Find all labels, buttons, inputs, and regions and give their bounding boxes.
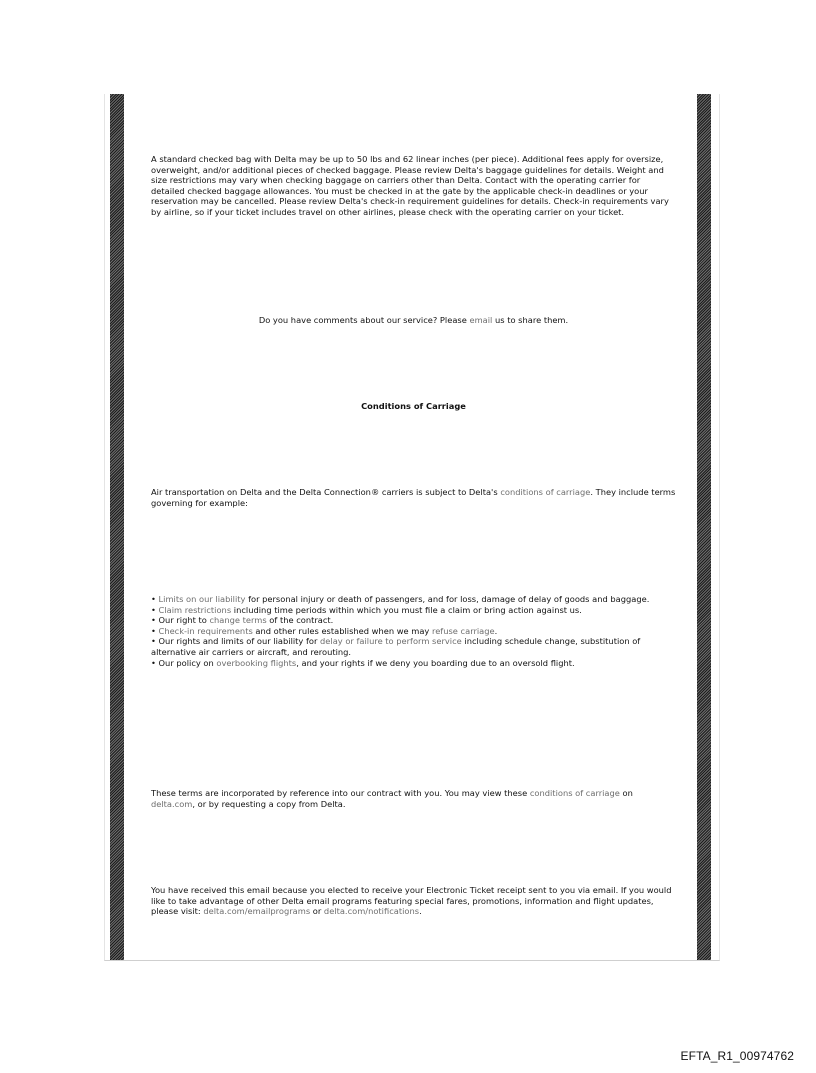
comments-text-before: Do you have comments about our service? Please [258, 315, 470, 325]
conditions-heading: Conditions of Carriage [361, 401, 466, 411]
conditions-intro-after: . They include terms governing for example: [151, 487, 676, 508]
list-item [151, 615, 676, 626]
received-text-middle: or [310, 906, 324, 917]
received-text-after: . [419, 906, 422, 917]
list-item-text: of the contract. [266, 615, 334, 626]
list-item-text: and other rules established when we may [252, 625, 432, 636]
received-paragraph [151, 885, 676, 917]
conditions-heading-section [151, 401, 676, 412]
baggage-paragraph: A standard checked bag with Delta may be up to 50 lbs and 62 linear inches (per piece). Additional fees apply for oversize, overweight, and/or additional pieces of checked baggage. Please review Delta's baggage guidelines for details. Weight and size restrictions may vary when checking baggage on carriers other than Delta. Contact with the operating carrier for detailed checked baggage allowances. You must be checked in at the gate by the applicable check-in deadlines or your reservation may be cancelled. Please review Delta's check-in requirement guidelines for details. Check-in requirements vary by airline, so if your ticket includes travel on other airlines, please check with the operating carrier on your ticket. [151, 154, 669, 217]
email-frame [104, 94, 720, 961]
conditions-intro-section [151, 487, 676, 508]
document-id: EFTA_R1_00974762 [680, 1049, 794, 1063]
bullet-mark: • [151, 604, 159, 615]
conditions-intro [151, 487, 676, 508]
conditions-of-carriage-link[interactable]: conditions of carriage [500, 487, 591, 497]
received-section [151, 885, 676, 917]
bullet-mark: • [151, 594, 159, 604]
list-item [151, 658, 676, 669]
terms-text-before: These terms are incorporated by reference into our contract with you. You may view these [151, 788, 530, 798]
notifications-link[interactable]: delta.com/notifications [323, 906, 420, 917]
delay-failure-link[interactable]: delay or failure to perform service [320, 636, 462, 647]
liability-link[interactable]: Limits on our liability [158, 594, 246, 604]
conditions-list [151, 594, 676, 668]
overbooking-link[interactable]: overbooking flights [216, 657, 297, 668]
list-item-text: , and your rights if we deny you boarding due to an oversold flight. [296, 657, 575, 668]
left-border-bar [110, 94, 124, 960]
comments-text-after: us to share them. [492, 315, 569, 325]
terms-text-middle: on [619, 788, 633, 798]
claim-restrictions-link[interactable]: Claim restrictions [158, 604, 232, 615]
comments-section [151, 315, 676, 326]
list-item-text: for personal injury or death of passengers, and for loss, damage of delay of goods and baggage. [245, 594, 650, 604]
terms-section [151, 788, 676, 809]
list-item [151, 605, 676, 616]
conditions-intro-before: Air transportation on Delta and the Delta Connection® carriers is subject to Delta's [151, 487, 501, 497]
bullet-mark: • [151, 636, 159, 647]
right-border-bar [697, 94, 711, 960]
change-terms-link[interactable]: change terms [209, 615, 267, 626]
email-link[interactable]: email [469, 315, 493, 325]
terms-text-after: , or by requesting a copy from Delta. [192, 798, 346, 809]
list-item-text: including schedule change, substitution of alternative air carriers or aircraft, and rerouting. [151, 636, 641, 657]
received-text-before: You have received this email because you elected to receive your Electronic Ticket receipt sent to you via email. If you would like to take advantage of other Delta email programs featuring special fares, promotions, information and flight updates, please visit: [151, 885, 672, 917]
list-item [151, 594, 676, 605]
refuse-carriage-link[interactable]: refuse carriage [431, 625, 495, 636]
check-in-requirements-link[interactable]: Check-in requirements [158, 625, 253, 636]
comments-paragraph [151, 315, 676, 326]
conditions-of-carriage-link-2[interactable]: conditions of carriage [529, 788, 620, 798]
list-item [151, 626, 676, 637]
bullet-mark: • [151, 625, 159, 636]
list-item-text: Our right to [158, 615, 210, 626]
baggage-section [151, 154, 676, 218]
list-item [151, 636, 676, 657]
list-item-text: Our rights and limits of our liability for [158, 636, 321, 647]
email-programs-link[interactable]: delta.com/emailprograms [203, 906, 311, 917]
bullet-mark: • [151, 657, 159, 668]
bullet-mark: • [151, 615, 159, 626]
list-item-text: . [494, 625, 498, 636]
terms-paragraph [151, 788, 676, 809]
delta-com-link[interactable]: delta.com [151, 798, 193, 809]
list-item-text: Our policy on [158, 657, 217, 668]
list-item-text: including time periods within which you must file a claim or bring action against us. [231, 604, 582, 615]
